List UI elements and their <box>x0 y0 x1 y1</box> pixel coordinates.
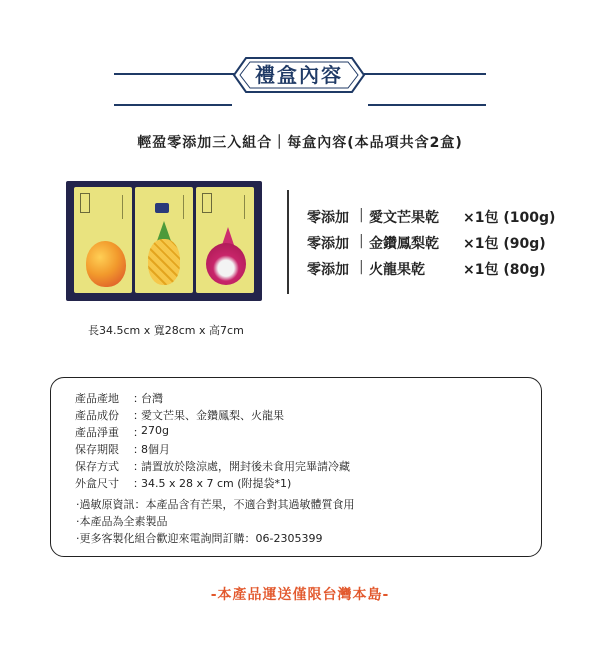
note-allergen: ·過敏原資訊：本產品含有芒果，不適合對其過敏體質食用 <box>76 498 355 511</box>
dragonfruit-icon <box>206 243 246 285</box>
box-dimensions: 長34.5cm x 寬28cm x 高7cm <box>88 324 244 337</box>
page-title: 禮盒內容 <box>255 63 343 87</box>
shipping-notice: -本產品運送僅限台灣本島- <box>210 587 390 603</box>
note-contact: ·更多客製化組合歡迎來電詢問訂購：06-2305399 <box>76 532 323 545</box>
header-line-bottom <box>114 104 232 106</box>
note-vegan: ·本產品為全素製品 <box>76 515 168 528</box>
header-line-bottom-right <box>368 104 486 106</box>
mango-pack <box>74 187 132 293</box>
pineapple-pack <box>135 187 193 293</box>
subtitle: 輕盈零添加三入組合｜每盒內容(本品項共含2盒) <box>137 135 463 151</box>
vertical-divider <box>287 190 289 294</box>
title-banner <box>232 56 366 94</box>
header-line-top <box>114 73 234 75</box>
pineapple-icon <box>148 239 180 285</box>
header-line-top-right <box>364 73 486 75</box>
dragonfruit-pack <box>196 187 254 293</box>
gift-box-photo <box>66 181 262 301</box>
mango-icon <box>86 241 126 287</box>
